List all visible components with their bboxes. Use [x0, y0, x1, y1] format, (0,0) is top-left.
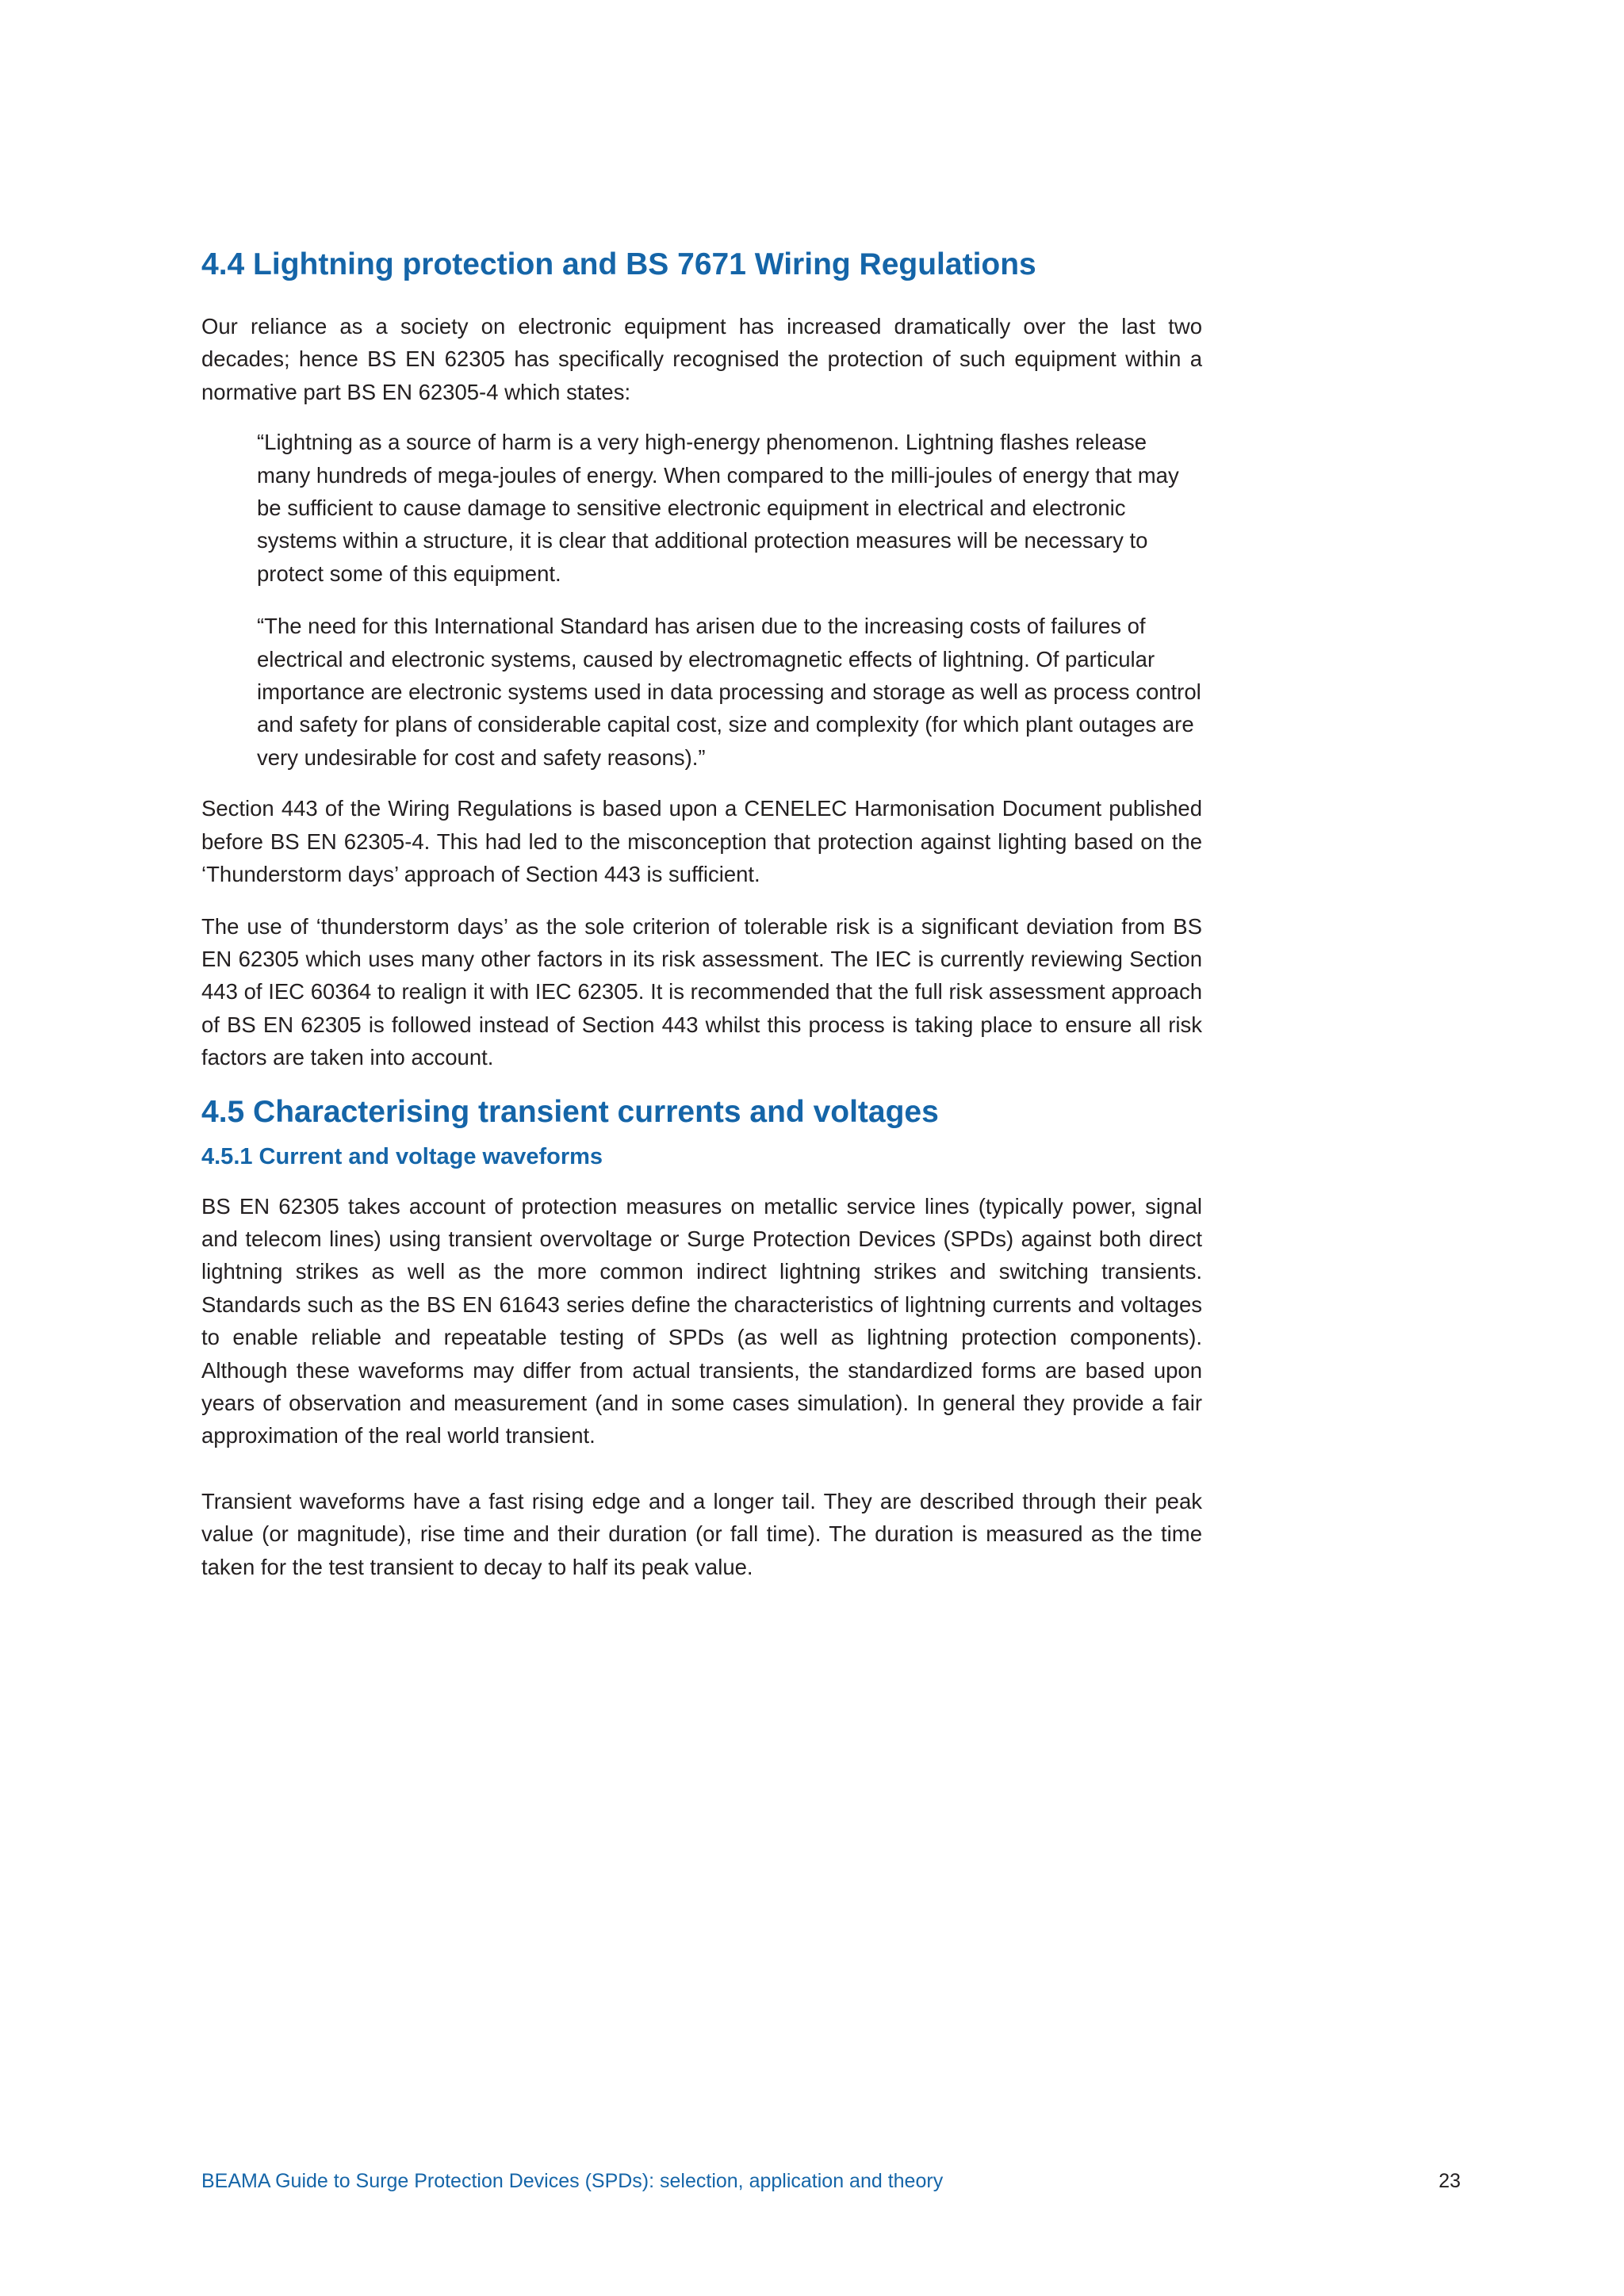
section-4-4-heading: 4.4 Lightning protection and BS 7671 Wiring Regulations	[201, 247, 1036, 281]
paragraph-protection-measures: BS EN 62305 takes account of protection measures on metallic service lines (typically power, signal and telecom lines) using transient overvoltage or Surge Protection Devices (SPDs) against both direct lightning strikes as well as the more common indirect lightning strikes and switching transients. Standards such as the BS EN 61643 series define the characteristics of lightning currents and voltages to enable reliable and repeatable testing of SPDs (as well as lightning protection components). Although these waveforms may differ from actual transients, the standardized forms are based upon years of observation and measurement (and in some cases simulation). In general they provide a fair approximation of the real world transient.	[201, 1193, 1202, 1448]
footer-page-number: 23	[1438, 2170, 1461, 2192]
paragraph-thunderstorm-days: The use of ‘thunderstorm days’ as the sole criterion of tolerable risk is a significant deviation from BS EN 62305 which uses many other factors in its risk assessment. The IEC is currently reviewing Section 443 of IEC 60364 to realign it with IEC 62305. It is recommended that the full risk assessment approach of BS EN 62305 is followed instead of Section 443 whilst this process is taking place to ensure all risk factors are taken into account.	[201, 913, 1202, 1070]
section-4-5-heading: 4.5 Characterising transient currents and voltages	[201, 1094, 939, 1129]
quote-lightning-harm: “Lightning as a source of harm is a very high-energy phenomenon. Lightning flashes release many hundreds of mega-joules of energy. When compared to the milli-joules of energy that may be sufficient to cause damage to sensitive electronic equipment in electrical and electronic systems within a structure, it is clear that additional protection measures will be necessary to protect some of this equipment.	[257, 430, 1179, 586]
section-4-5-1-heading: 4.5.1 Current and voltage waveforms	[201, 1143, 603, 1169]
page-content	[201, 243, 1202, 1583]
footer-document-title: BEAMA Guide to Surge Protection Devices (SPDs): selection, application and theory	[201, 2170, 944, 2192]
section-4-4-intro: Our reliance as a society on electronic equipment has increased dramatically over the last two decades; hence BS EN 62305 has specifically recognised the protection of such equipment within a normative part BS EN 62305-4 which states:	[201, 314, 1202, 404]
paragraph-section-443: Section 443 of the Wiring Regulations is based upon a CENELEC Harmonisation Document published before BS EN 62305-4. This had led to the misconception that protection against lighting based on the ‘Thunderstorm days’ approach of Section 443 is sufficient.	[201, 796, 1202, 887]
quote-standard-need: “The need for this International Standard has arisen due to the increasing costs of failures of electrical and electronic systems, caused by electromagnetic effects of lightning. Of particular importance are electronic systems used in data processing and storage as well as process control and safety for plans of considerable capital cost, size and complexity (for which plant outages are very undesirable for cost and safety reasons).”	[257, 614, 1201, 770]
paragraph-transient-waveforms: Transient waveforms have a fast rising edge and a longer tail. They are described through their peak value (or magnitude), rise time and their duration (or fall time). The duration is measured as the time taken for the test transient to decay to half its peak value.	[201, 1488, 1202, 1579]
